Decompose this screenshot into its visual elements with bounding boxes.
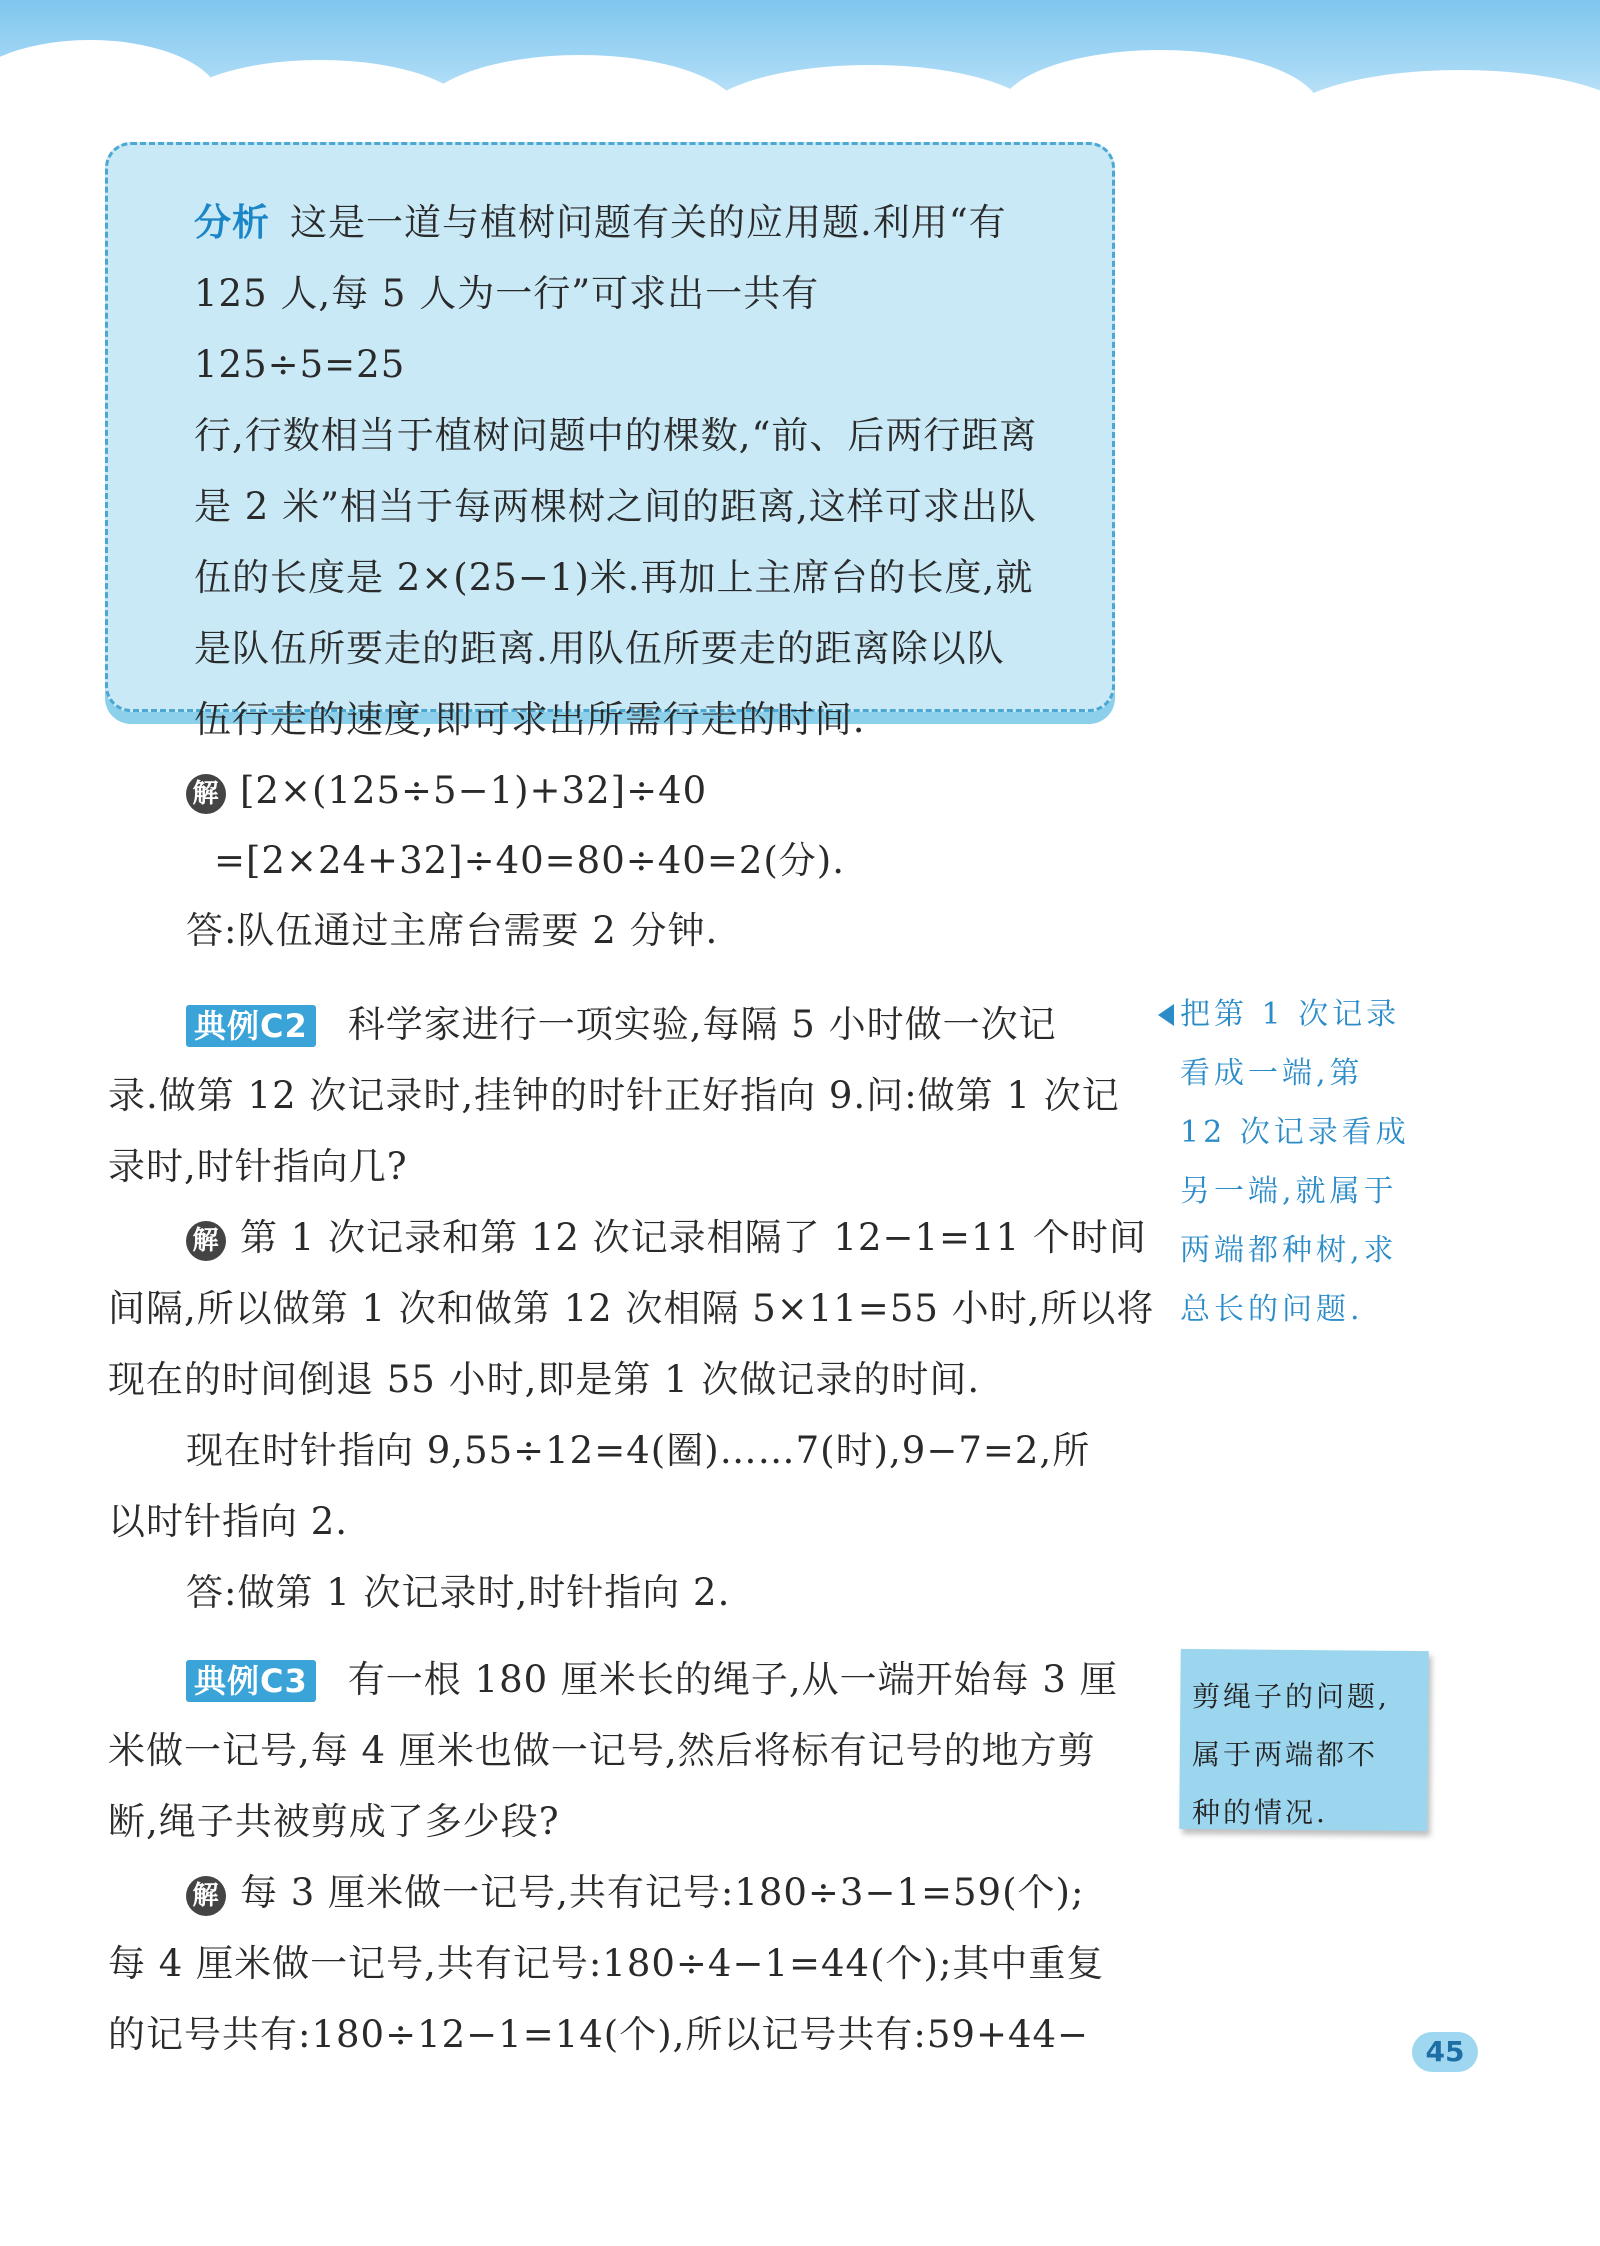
header-sky-banner [0,0,1600,130]
example-c2-solution-line: 以时针指向 2. [108,1500,349,1543]
example-c2-solution-line: 间隔,所以做第 1 次和做第 12 次相隔 5×11=55 小时,所以将 [108,1287,1155,1330]
cloud-decoration [1280,70,1600,180]
sticky-note-line: 属于两端都不 [1192,1738,1379,1771]
example-c2-answer-line: 答:做第 1 次记录时,时针指向 2. [186,1571,731,1614]
example-c3-solution-line: 解 每 3 厘米做一记号,共有记号:180÷3−1=59(个); [186,1858,1084,1928]
example-c3-line: 典例C3 有一根 180 厘米长的绳子,从一端开始每 3 厘 [186,1645,1118,1715]
example-c3-solution-line: 每 4 厘米做一记号,共有记号:180÷4−1=44(个);其中重复 [108,1942,1105,1985]
page-number: 45 [1412,2032,1478,2072]
solution-line: =[2×24+32]÷40=80÷40=2(分). [214,839,846,882]
example-c3-line: 断,绳子共被剪成了多少段? [108,1800,560,1843]
triangle-pointer-icon [1158,1004,1174,1026]
example-c2-solution-line: 现在时针指向 9,55÷12=4(圈)……7(时),9−7=2,所 [186,1429,1091,1472]
side-note-line: 看成一端,第 [1180,1056,1364,1091]
example-c3-line: 米做一记号,每 4 厘米也做一记号,然后将标有记号的地方剪 [108,1729,1096,1772]
analysis-label: 分析 [194,201,270,244]
example-c2-line: 录时,时针指向几? [108,1145,408,1188]
analysis-box [105,142,1115,741]
answer-line: 答:队伍通过主席台需要 2 分钟. [186,909,719,952]
side-note-line: 总长的问题. [1180,1292,1364,1327]
analysis-line: 伍行走的速度,即可求出所需行走的时间. [194,698,866,741]
example-c3-tag: 典例C3 [186,1660,316,1702]
sticky-note-line: 种的情况. [1192,1796,1328,1829]
side-note-line: 12 次记录看成 [1180,1115,1410,1150]
example-c2-solution-line: 现在的时间倒退 55 小时,即是第 1 次做记录的时间. [108,1358,981,1401]
solution-line: 解 [2×(125÷5−1)+32]÷40 [186,756,707,826]
example-c2-line: 典例C2 科学家进行一项实验,每隔 5 小时做一次记 [186,990,1057,1060]
solution-icon: 解 [186,774,226,814]
analysis-line: 行,行数相当于植树问题中的棵数,“前、后两行距离 [194,414,1038,457]
analysis-line: 125 人,每 5 人为一行”可求出一共有 125÷5=25 [194,272,820,386]
solution-icon: 解 [186,1221,226,1261]
analysis-line: 分析 这是一道与植树问题有关的应用题.利用“有 [194,201,1007,244]
analysis-line: 是 2 米”相当于每两棵树之间的距离,这样可求出队 [194,485,1037,528]
example-c2-line: 录.做第 12 次记录时,挂钟的时针正好指向 9.问:做第 1 次记 [108,1074,1120,1117]
side-note-line: 另一端,就属于 [1180,1174,1398,1209]
example-c2-solution-line: 解 第 1 次记录和第 12 次记录相隔了 12−1=11 个时间 [186,1203,1147,1273]
analysis-line: 是队伍所要走的距离.用队伍所要走的距离除以队 [194,627,1005,670]
side-note [1180,985,1440,1339]
sticky-note-text [1192,1668,1427,1842]
side-note-line: 把第 1 次记录 [1180,997,1401,1032]
side-note-line: 两端都种树,求 [1180,1233,1398,1268]
example-c3-solution-line: 的记号共有:180÷12−1=14(个),所以记号共有:59+44− [108,2013,1090,2056]
example-c2-tag: 典例C2 [186,1005,316,1047]
sticky-note-line: 剪绳子的问题, [1192,1680,1390,1713]
analysis-line: 伍的长度是 2×(25−1)米.再加上主席台的长度,就 [194,556,1034,599]
solution-icon: 解 [186,1876,226,1916]
